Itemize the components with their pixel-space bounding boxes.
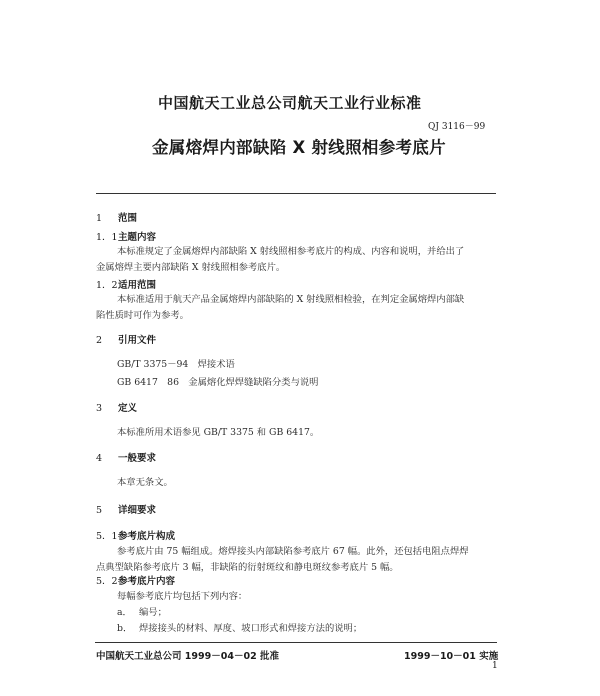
section-3-text: 本标准所用术语参见 GB/T 3375 和 GB 6417。 — [117, 427, 320, 438]
section-1-1-line-2: 金属熔焊主要内部缺陷 X 射线照相参考底片。 — [96, 262, 286, 273]
approval-date: 中国航天工业总公司 1999－04－02 批准 — [96, 651, 279, 662]
standard-code: QJ 3116－99 — [428, 122, 486, 132]
reference-2: GB 6417 86 金属熔化焊焊缝缺陷分类与说明 — [117, 377, 319, 388]
section-1-2-line-1: 本标准适用于航天产品金属熔焊内部缺陷的 X 射线照相检验，在判定金属熔焊内部缺 — [117, 294, 465, 305]
section-5-2-heading: 5．2参考底片内容 — [96, 576, 176, 587]
section-1-heading: 1 范围 — [96, 213, 138, 224]
section-1-1-line-1: 本标准规定了金属熔焊内部缺陷 X 射线照相参考底片的构成、内容和说明，并给出了 — [117, 246, 465, 257]
header-divider — [96, 193, 496, 194]
effective-date: 1999－10－01 实施 — [404, 651, 499, 662]
section-5-2-text: 每幅参考底片均包括下列内容： — [117, 591, 248, 602]
section-3-heading: 3 定义 — [96, 403, 138, 414]
list-item-a: a． 编号； — [117, 607, 167, 618]
reference-1: GB/T 3375－94 焊接术语 — [117, 359, 235, 370]
section-1-2-line-2: 陷性质时可作为参考。 — [96, 310, 189, 321]
section-4-text: 本章无条文。 — [117, 477, 173, 488]
section-5-1-line-1: 参考底片由 75 幅组成。熔焊接头内部缺陷参考底片 67 幅。此外，还包括电阻点焊焊 — [117, 546, 469, 557]
section-1-1-heading: 1．1主题内容 — [96, 232, 157, 243]
page-number: 1 — [492, 661, 498, 671]
list-item-b: b． 焊接接头的材料、厚度、坡口形式和焊接方法的说明； — [117, 623, 363, 634]
section-5-heading: 5 详细要求 — [96, 505, 157, 516]
section-2-heading: 2 引用文件 — [96, 335, 157, 346]
document-title: 金属熔焊内部缺陷 X 射线照相参考底片 — [152, 138, 446, 157]
section-5-1-line-2: 点典型缺陷参考底片 3 幅，非缺陷的衍射斑纹和静电斑纹参考底片 5 幅。 — [96, 562, 399, 573]
section-4-heading: 4 一般要求 — [96, 453, 157, 464]
section-5-1-heading: 5．1参考底片构成 — [96, 531, 176, 542]
section-1-2-heading: 1．2适用范围 — [96, 280, 157, 291]
footer-divider — [95, 642, 497, 643]
standard-issuer: 中国航天工业总公司航天工业行业标准 — [158, 94, 422, 112]
